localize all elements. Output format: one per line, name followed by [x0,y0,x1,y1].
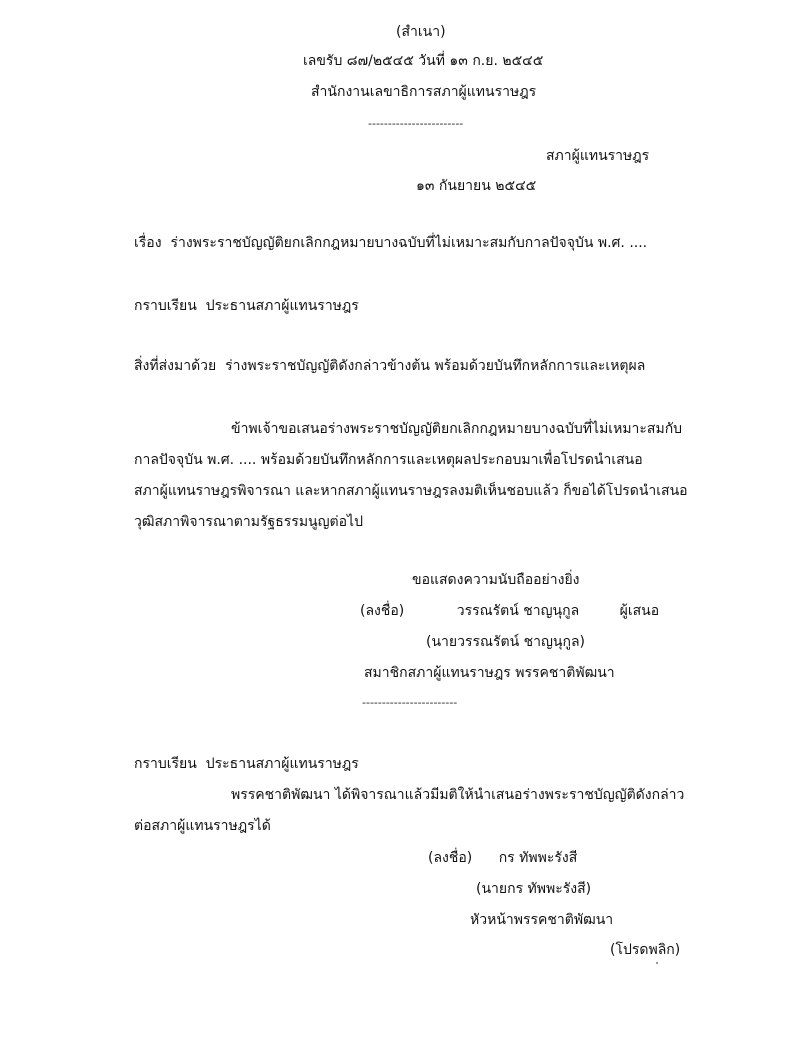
endorsement-line-2: ต่อสภาผู้แทนราษฎรได้ [134,818,271,834]
subject-text: ร่างพระราชบัญญัติยกเลิกกฎหมายบางฉบับที่ไม่เหมาะสมกับกาลปัจจุบัน พ.ศ. .... [170,235,648,251]
printed-name: (นายวรรณรัตน์ ชาญนุกูล) [426,634,585,650]
turn-over-note: (โปรดพลิก) [610,942,681,958]
body-line-4: วุฒิสภาพิจารณาตามรัฐธรรมนูญต่อไป [134,514,363,530]
enclosure-label: สิ่งที่ส่งมาด้วย [134,358,217,374]
endorsement-salutation [134,754,359,774]
salutation-label: กราบเรียน [134,298,197,314]
sign-label: (ลงชื่อ) [360,603,405,619]
endorsement-position: หัวหน้าพรรคชาติพัฒนา [470,912,614,928]
letter-date: ๑๓ กันยายน ๒๕๔๕ [416,178,537,194]
endorsement-signer-name: กร ทัพพะรังสี [498,850,578,866]
enclosure-text: ร่างพระราชบัญญัติดังกล่าวข้างต้น พร้อมด้วยบันทึกหลักการและเหตุผล [225,358,646,374]
salutation-line [134,296,359,316]
signer-role: ผู้เสนอ [619,603,660,619]
scan-speck [656,962,658,964]
body-line-3: สภาผู้แทนราษฎรพิจารณา และหากสภาผู้แทนราษฎรลงมติเห็นชอบแล้ว ก็ขอได้โปรดนำเสนอ [134,483,688,499]
receipt-line: เลขรับ ๘๗/๒๕๔๕ วันที่ ๑๓ ก.ย. ๒๕๔๕ [303,53,544,69]
closing: ขอแสดงความนับถืออย่างยิ่ง [412,572,580,588]
header-separator: ------------------------ [368,117,464,130]
signature-separator: ------------------------ [362,696,458,709]
body-line-2: กาลปัจจุบัน พ.ศ. .... พร้อมด้วยบันทึกหลักการและเหตุผลประกอบมาเพื่อโปรดนำเสนอ [134,452,643,468]
signature-line [360,601,659,621]
endorsement-sign-label: (ลงชื่อ) [428,850,473,866]
endorsement-signature-line [428,848,577,868]
copy-mark: (สำเนา) [396,24,446,40]
endorsement-line-1: พรรคชาติพัฒนา ได้พิจารณาแล้วมีมติให้นำเสนอร่างพระราชบัญญัติดังกล่าว [231,787,685,803]
signer-name: วรรณรัตน์ ชาญนุกูล [456,603,580,619]
body-line-1: ข้าพเจ้าขอเสนอร่างพระราชบัญญัติยกเลิกกฎหมายบางฉบับที่ไม่เหมาะสมกับ [231,421,683,437]
salutation-recipient: ประธานสภาผู้แทนราษฎร [205,298,359,314]
enclosure-line [134,356,645,376]
organization-name: สภาผู้แทนราษฎร [546,148,650,164]
subject-line [134,233,647,253]
office-name: สำนักงานเลขาธิการสภาผู้แทนราษฎร [311,84,537,100]
endorsement-salutation-label: กราบเรียน [134,756,197,772]
signer-position: สมาชิกสภาผู้แทนราษฎร พรรคชาติพัฒนา [364,665,615,681]
endorsement-salutation-recipient: ประธานสภาผู้แทนราษฎร [205,756,359,772]
endorsement-printed-name: (นายกร ทัพพะรังสี) [476,881,592,897]
subject-label: เรื่อง [134,235,162,251]
